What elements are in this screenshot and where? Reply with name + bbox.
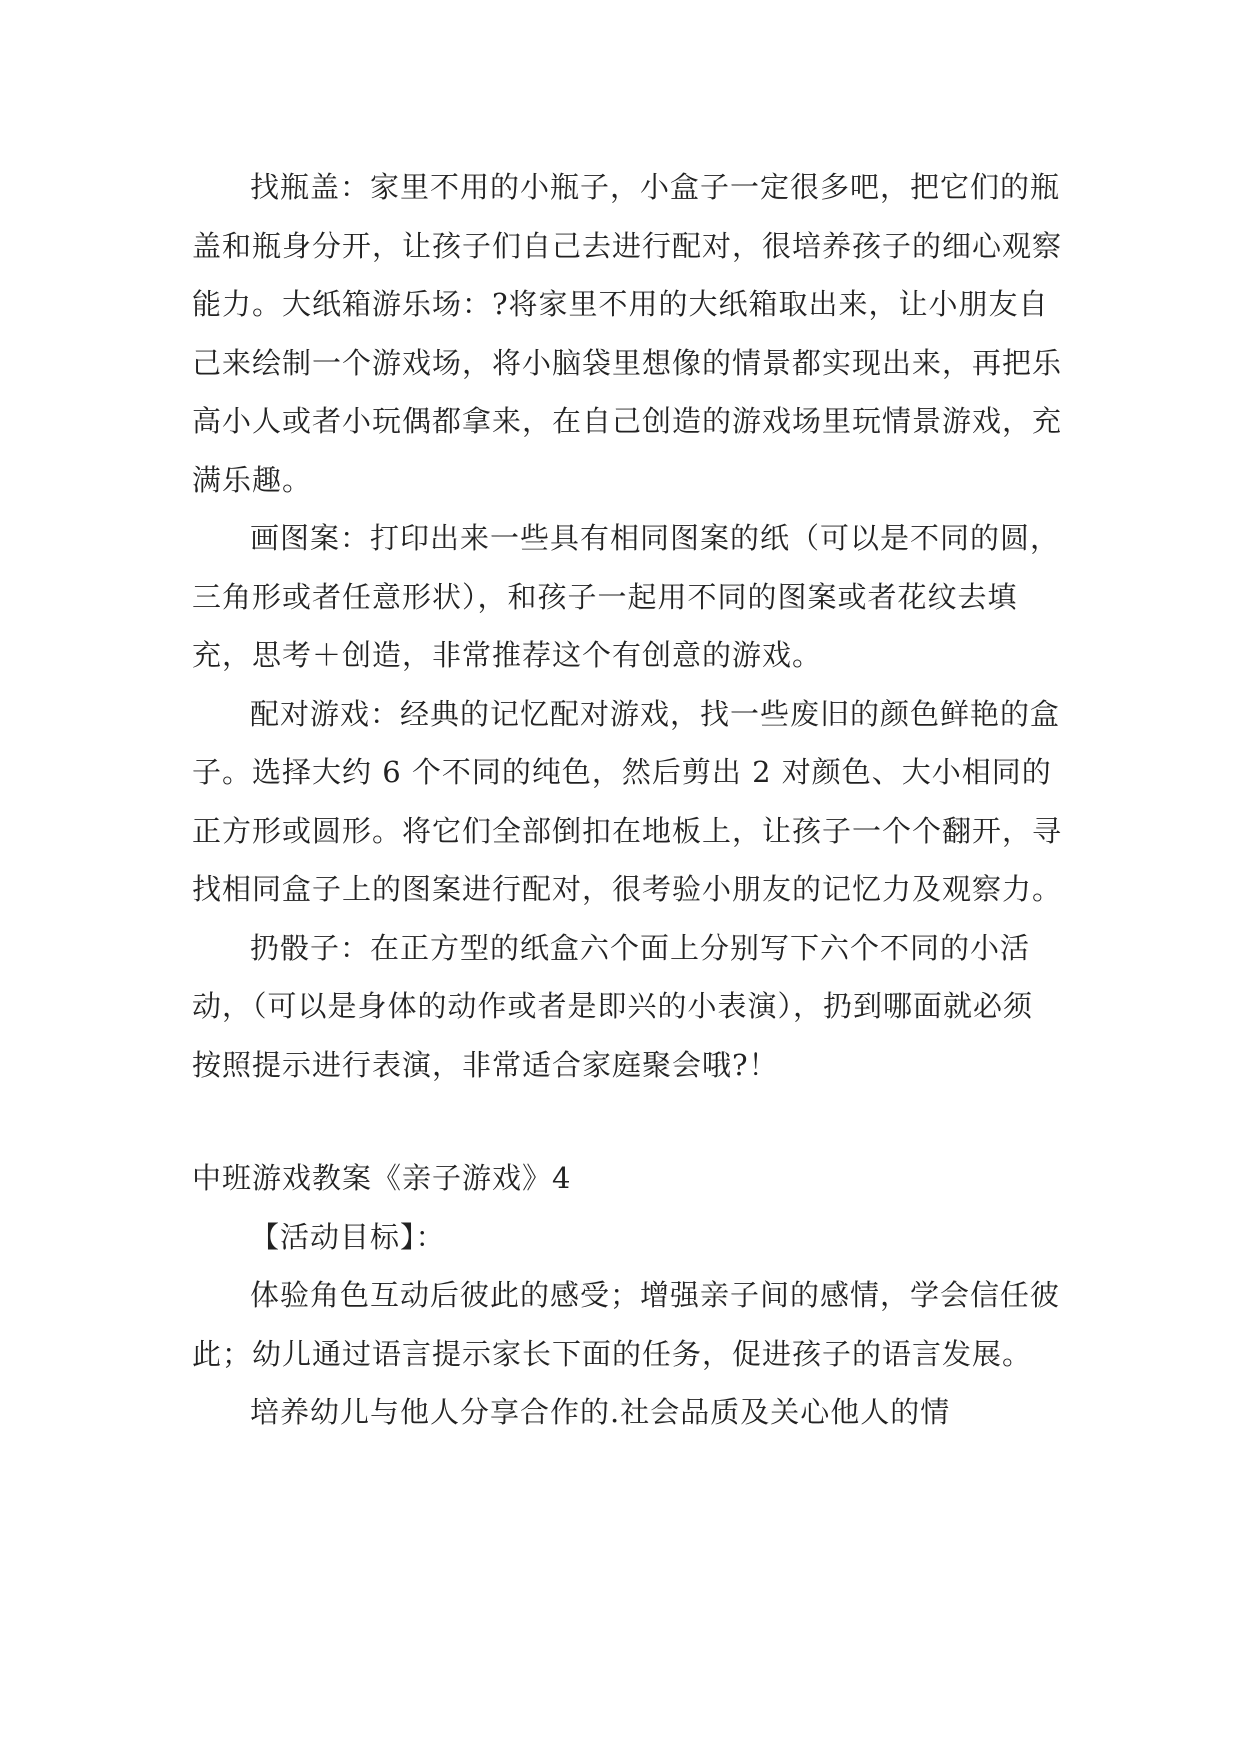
paragraph-draw-patterns: 画图案：打印出来一些具有相同图案的纸（可以是不同的圆，三角形或者任意形状），和孩子一起用不同的图案或者花纹去填充，思考＋创造，非常推荐这个有创意的游戏。 (192, 521, 1061, 672)
document-body (192, 158, 1062, 1442)
paragraph-throw-dice: 扔骰子：在正方型的纸盒六个面上分别写下六个不同的小活动，（可以是身体的动作或者是即兴的小表演），扔到哪面就必须按照提示进行表演，非常适合家庭聚会哦?！ (192, 930, 1034, 1082)
section-subtitle: 【活动目标】： (250, 1219, 446, 1254)
paragraph-activity-goal-1: 体验角色互动后彼此的感受；增强亲子间的感情，学会信任彼此；幼儿通过语言提示家长下面的任务，促进孩子的语言发展。 (192, 1278, 1061, 1371)
paragraph-matching-game: 配对游戏：经典的记忆配对游戏，找一些废旧的颜色鲜艳的盒子。选择大约 6 个不同的纯色，然后剪出 2 对颜色、大小相同的正方形或圆形。将它们全部倒扣在地板上，让孩子一个个翻开，寻找相同盒子上的图案进行配对，很考验小朋友的记忆力及观察力。 (192, 696, 1063, 906)
paragraph-find-bottle-caps: 找瓶盖：家里不用的小瓶子，小盒子一定很多吧，把它们的瓶盖和瓶身分开，让孩子们自己去进行配对，很培养孩子的细心观察能力。大纸箱游乐场：?将家里不用的大纸箱取出来，让小朋友自己来绘制一个游戏场，将小脑袋里想像的情景都实现出来，再把乐高小人或者小玩偶都拿来，在自己创造的游戏场里玩情景游戏，充满乐趣。 (192, 170, 1063, 497)
section-title: 中班游戏教案《亲子游戏》4 (192, 1161, 572, 1195)
paragraph-activity-goal-2: 培养幼儿与他人分享合作的.社会品质及关心他人的情 (250, 1395, 951, 1429)
